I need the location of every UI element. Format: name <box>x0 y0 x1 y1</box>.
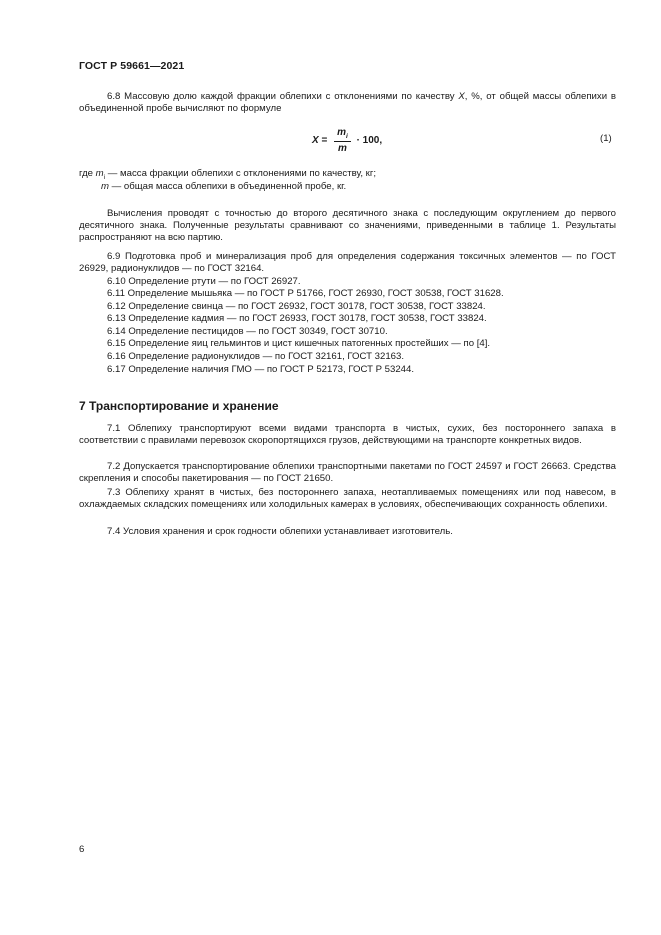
paragraph-7-2: 7.2 Допускается транспортирование облепихи транспортными пакетами по ГОСТ 24597 и ГОСТ 26663. Средства скрепления и способы пакетирования — по ГОСТ 21650. <box>79 461 616 485</box>
paragraph-6-8-tail: , %, от общей массы облепихи в объединенной пробе вычисляют по формуле <box>79 91 616 115</box>
numerator-base: m <box>337 127 346 138</box>
formula-1 <box>312 127 382 154</box>
formula-number: (1) <box>600 133 612 144</box>
paragraph-7-3: 7.3 Облепиху хранят в чистых, без постороннего запаха, неотапливаемых помещениях или под навесом, в охлаждаемых складских помещениях или холодильных камерах в условиях, обеспечивающих сохранность облепихи. <box>79 487 616 511</box>
formula-numerator <box>334 127 351 142</box>
list-item-6-10: 6.10 Определение ртути — по ГОСТ 26927. <box>107 276 301 287</box>
formula-denominator: m <box>337 143 347 154</box>
where-mi-text: — масса фракции облепихи с отклонениями по качеству, кг; <box>105 168 377 179</box>
page-number: 6 <box>79 844 85 855</box>
formula-factor: · 100, <box>353 135 383 146</box>
document-header: ГОСТ Р 59661—2021 <box>79 60 185 72</box>
list-item-6-16: 6.16 Определение радионуклидов — по ГОСТ 32161, ГОСТ 32163. <box>107 351 404 362</box>
list-item-6-13: 6.13 Определение кадмия — по ГОСТ 26933, ГОСТ 30178, ГОСТ 30538, ГОСТ 33824. <box>107 313 487 324</box>
where-mi-subscript: i <box>103 173 106 181</box>
where-m-var: m <box>101 181 109 192</box>
where-mi-base: m <box>95 168 104 179</box>
formula-equals: = <box>318 135 331 146</box>
list-item-6-12: 6.12 Определение свинца — по ГОСТ 26932, ГОСТ 30178, ГОСТ 30538, ГОСТ 33824. <box>107 301 486 312</box>
numerator-subscript: i <box>345 133 348 140</box>
section-7-title: 7 Транспортирование и хранение <box>79 399 279 413</box>
paragraph-6-8 <box>79 91 616 115</box>
calculation-paragraph: Вычисления проводят с точностью до второго десятичного знака с последующим округлением до первого десятичного знака. Полученные результаты сравнивают со значениями, приведенными в таблице 1. Результаты распространяют на всю партию. <box>79 208 616 244</box>
where-m-text: — общая масса облепихи в объединенной пробе, кг. <box>109 181 347 192</box>
list-item-6-15: 6.15 Определение яиц гельминтов и цист кишечных патогенных простейших — по [4]. <box>107 338 491 349</box>
list-item-6-17: 6.17 Определение наличия ГМО — по ГОСТ Р 52173, ГОСТ Р 53244. <box>107 364 415 375</box>
paragraph-7-1: 7.1 Облепиху транспортируют всеми видами транспорта в чистых, сухих, без постороннего запаха в соответствии с правилами перевозок скоропортящихся грузов, действующими на транспорте конкретных видов. <box>79 423 616 447</box>
list-item-6-14: 6.14 Определение пестицидов — по ГОСТ 30349, ГОСТ 30710. <box>107 326 388 337</box>
paragraph-6-9: 6.9 Подготовка проб и минерализация проб для определения содержания токсичных элементов — по ГОСТ 26929, радионуклидов — по ГОСТ 32164. <box>79 251 616 275</box>
where-m <box>101 181 346 193</box>
paragraph-6-8-lead: 6.8 Массовую долю каждой фракции облепихи с отклонениями по качеству <box>107 91 459 102</box>
list-item-6-11: 6.11 Определение мышьяка — по ГОСТ Р 51766, ГОСТ 26930, ГОСТ 30538, ГОСТ 31628. <box>107 288 504 299</box>
formula-lhs: X <box>312 135 319 146</box>
paragraph-7-4: 7.4 Условия хранения и срок годности облепихи устанавливает изготовитель. <box>107 526 453 537</box>
variable-x: X <box>458 91 465 102</box>
where-prefix: где <box>79 168 96 179</box>
formula-fraction <box>334 127 351 154</box>
